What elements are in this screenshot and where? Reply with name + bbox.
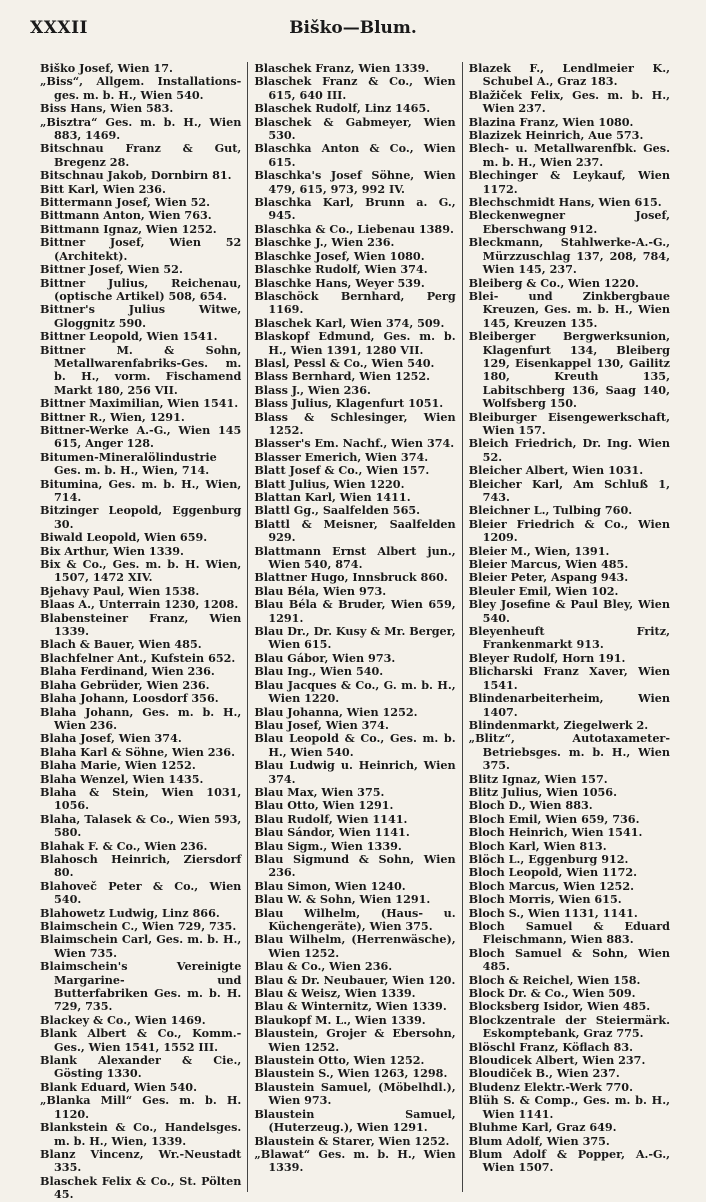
directory-entry: Blaha Ferdinand, Wien 236. [40, 664, 215, 679]
directory-entry: Blank Eduard, Wien 540. [40, 1079, 197, 1094]
directory-entry: Blazek F., Lendlmeier K., Schubel A., Graz 183. [468, 61, 670, 89]
directory-entry: Blaha, Talasek & Co., Wien 593, 580. [40, 811, 242, 840]
directory-entry: Blaschka Karl, Brunn a. G., 945. [254, 195, 456, 223]
directory-entry: Blau Max, Wien 375. [254, 784, 385, 799]
directory-entry: Bloudicek Albert, Wien 237. [468, 1053, 646, 1068]
directory-entry: Blattl & Meisner, Saalfelden 929. [254, 516, 456, 545]
directory-entry: Bittner's Julius Witwe, Gloggnitz 590. [40, 302, 242, 330]
directory-entry: Bittner R., Wien, 1291. [40, 409, 185, 424]
directory-entry: Bluhme Karl, Graz 649. [468, 1120, 617, 1135]
directory-entry: Bittner M. & Sohn, Metallwarenfabriks-Ges. m. b. H., vorm. Fischamend Markt 180, 256 VII. [40, 342, 242, 397]
directory-entry: Blaustein, Grojer & Ebersohn, Wien 1252. [254, 1026, 456, 1054]
directory-entry: Blau Wilhelm, (Haus- u. Küchengeräte), Wien 375. [254, 905, 456, 933]
directory-entry: Bittner Julius, Reichenau, (optische Artikel) 508, 654. [40, 275, 242, 303]
directory-entry: Bloch Morris, Wien 615. [468, 892, 622, 907]
directory-entry: Blaustein Samuel, (Huterzeug.), Wien 1291. [254, 1106, 456, 1135]
directory-entry: Blanz Vincenz, Wr.-Neustadt 335. [40, 1146, 242, 1175]
directory-entry: Bittner Josef, Wien 52 (Architekt). [40, 235, 242, 263]
directory-entry: Blaschke J., Wien 236. [254, 235, 395, 250]
directory-entry: Blech- u. Metallwarenfbk. Ges. m. b. H., Wien 237. [468, 141, 670, 169]
directory-entry: Bix & Co., Ges. m. b. H. Wien, 1507, 1472 XIV. [40, 557, 242, 585]
directory-entry: Blau Leopold & Co., Ges. m. b. H., Wien 540. [254, 731, 456, 759]
directory-entry: Biško Josef, Wien 17. [40, 61, 173, 75]
column-3 [462, 62, 676, 1192]
directory-entry: Blum Adolf & Popper, A.-G., Wien 1507. [468, 1146, 670, 1175]
directory-entry: Blatt Julius, Wien 1220. [254, 476, 405, 491]
directory-entry: Bittmann Anton, Wien 763. [40, 208, 212, 223]
directory-entry: Blass Julius, Klagenfurt 1051. [254, 396, 444, 411]
directory-entry: Blitz Julius, Wien 1056. [468, 784, 617, 799]
directory-entry: Blahosch Heinrich, Ziersdorf 80. [40, 851, 242, 880]
directory-entry: Blass J., Wien 236. [254, 382, 371, 397]
directory-entry: Blaustein Otto, Wien 1252. [254, 1053, 425, 1068]
directory-entry: Blau W. & Sohn, Wien 1291. [254, 892, 431, 907]
directory-entry: Blaha Johann, Loosdorf 356. [40, 691, 219, 706]
directory-entry: Blitz Ignaz, Wien 157. [468, 771, 608, 786]
directory-entry: Bleiburger Eisengewerkschaft, Wien 157. [468, 409, 670, 437]
directory-entry: Bleyenheuft Fritz, Frankenmarkt 913. [468, 624, 670, 652]
directory-entry: Blau Béla, Wien 973. [254, 583, 387, 598]
directory-entry: Bittner Josef, Wien 52. [40, 262, 183, 277]
directory-entry: Blöschl Franz, Köflach 83. [468, 1039, 634, 1054]
directory-entry: Blaschek Rudolf, Linz 1465. [254, 101, 431, 116]
directory-entry: Blaschek Felix & Co., St. Pölten 45. [40, 1173, 242, 1202]
directory-entry: Blau Béla & Bruder, Wien 659, 1291. [254, 597, 456, 625]
directory-entry: Blum Adolf, Wien 375. [468, 1133, 610, 1148]
directory-entry: Blattl Gg., Saalfelden 565. [254, 503, 421, 518]
directory-entry: Blahak F. & Co., Wien 236. [40, 838, 208, 853]
directory-entry: Bitschnau Jakob, Dornbirn 81. [40, 168, 232, 183]
directory-entry: Blaimschein's Vereinigte Margarine- und Butterfabriken Ges. m. b. H. 729, 735. [40, 959, 242, 1014]
directory-entry: Blass & Schlesinger, Wien 1252. [254, 409, 456, 437]
directory-entry: Bittner Leopold, Wien 1541. [40, 329, 218, 344]
directory-entry: Bloch Samuel & Eduard Fleischmann, Wien 883. [468, 919, 670, 947]
directory-entry: Blank Albert & Co., Komm.-Ges., Wien 1541, 1552 III. [40, 1026, 242, 1054]
directory-entry: Blaimschein C., Wien 729, 735. [40, 919, 237, 933]
directory-entry: Blaschke Josef, Wien 1080. [254, 248, 425, 263]
directory-entry: Blau Rudolf, Wien 1141. [254, 811, 408, 826]
directory-entry: Blackey & Co., Wien 1469. [40, 1012, 206, 1027]
directory-entry: Bloudiček B., Wien 237. [468, 1066, 620, 1081]
column-2 [247, 62, 461, 1192]
directory-entry: Bitt Karl, Wien 236. [40, 181, 166, 196]
directory-entry: Blaha Johann, Ges. m. b. H., Wien 236. [40, 704, 242, 732]
directory-entry: Blöch L., Eggenburg 912. [468, 851, 629, 866]
directory-entry: Blass Bernhard, Wien 1252. [254, 369, 431, 384]
directory-entry: Blaha Marie, Wien 1252. [40, 758, 196, 773]
directory-entry: Bludenz Elektr.-Werk 770. [468, 1079, 633, 1094]
directory-entry: Bittner-Werke A.-G., Wien 145 615, Anger 128. [40, 422, 242, 451]
directory-entry: Blau Johanna, Wien 1252. [254, 704, 418, 719]
directory-entry: Bleicher Albert, Wien 1031. [468, 463, 644, 478]
directory-entry: Bittmann Ignaz, Wien 1252. [40, 221, 217, 236]
directory-entry: Blau Sigmund & Sohn, Wien 236. [254, 851, 456, 880]
directory-entry: Blaschka's Josef Söhne, Wien 479, 615, 973, 992 IV. [254, 168, 456, 196]
directory-entry: Blank Alexander & Cie., Gösting 1330. [40, 1053, 242, 1081]
directory-entry: Blaschek & Gabmeyer, Wien 530. [254, 114, 456, 143]
directory-entry: Blau Josef, Wien 374. [254, 717, 389, 732]
directory-entry: Bleckmann, Stahlwerke-A.-G., Mürzzuschlag 137, 208, 784, Wien 145, 237. [468, 235, 670, 277]
page-number: XXXII [30, 18, 88, 38]
directory-entry: Blach & Bauer, Wien 485. [40, 637, 202, 652]
directory-entry: Blaschke Rudolf, Wien 374. [254, 262, 428, 277]
directory-entry: Blažiček Felix, Ges. m. b. H., Wien 237. [468, 87, 670, 116]
directory-entry: Blaas A., Unterrain 1230, 1208. [40, 597, 239, 612]
directory-entry: Blasser's Em. Nachf., Wien 374. [254, 436, 455, 451]
directory-entry: Blaschek Franz, Wien 1339. [254, 61, 430, 75]
directory-entry: Blaschek Karl, Wien 374, 509. [254, 315, 445, 330]
directory-entry: Bloch Samuel & Sohn, Wien 485. [468, 945, 670, 974]
directory-entry: Bitschnau Franz & Gut, Bregenz 28. [40, 141, 242, 169]
directory-entry: Blau Sigm., Wien 1339. [254, 838, 402, 853]
running-title: Biško—Blum. [289, 18, 417, 38]
directory-entry: „Biss“, Allgem. Installations-ges. m. b. H., Wien 540. [40, 74, 242, 102]
directory-entry: Blechinger & Leykauf, Wien 1172. [468, 168, 670, 196]
directory-entry: Blatt Josef & Co., Wien 157. [254, 463, 430, 478]
directory-entry: Bitzinger Leopold, Eggenburg 30. [40, 503, 242, 531]
directory-entry: Blaha Wenzel, Wien 1435. [40, 771, 204, 786]
directory-entry: Bleier Friedrich & Co., Wien 1209. [468, 516, 670, 545]
directory-entry: Blei- und Zinkbergbaue Kreuzen, Ges. m. b. H., Wien 145, Kreuzen 135. [468, 288, 670, 330]
directory-entry: Blaschöck Bernhard, Perg 1169. [254, 288, 456, 317]
directory-entry: Bloch Karl, Wien 813. [468, 838, 607, 853]
directory-entry: Bleiberg & Co., Wien 1220. [468, 275, 639, 290]
directory-entry: Blau Ludwig u. Heinrich, Wien 374. [254, 758, 456, 786]
directory-entry: Bleier M., Wien, 1391. [468, 543, 610, 558]
directory-entry: Blattner Hugo, Innsbruck 860. [254, 570, 448, 585]
directory-entry: Bleich Friedrich, Dr. Ing. Wien 52. [468, 436, 670, 464]
directory-entry: Blazina Franz, Wien 1080. [468, 114, 634, 129]
directory-entry: Bleckenwegner Josef, Eberschwang 912. [468, 208, 670, 236]
directory-entry: Bleyer Rudolf, Horn 191. [468, 650, 626, 665]
directory-entry: Bittner Maximilian, Wien 1541. [40, 396, 239, 411]
directory-entry: Blaha & Stein, Wien 1031, 1056. [40, 784, 242, 813]
directory-entry: Bleier Peter, Aspang 943. [468, 570, 629, 585]
directory-entry: Blankstein & Co., Handelsges. m. b. H., Wien, 1339. [40, 1120, 242, 1148]
directory-entry: Blau Ing., Wien 540. [254, 664, 384, 679]
directory-entry: Bleiberger Bergwerksunion, Klagenfurt 134, Bleiberg 129, Eisenkappel 130, Gailitz 180, Kreuth 135, Labitschberg 136, Saag 140, Wolfsberg 150. [468, 329, 670, 411]
directory-entry: Bleier Marcus, Wien 485. [468, 557, 629, 572]
directory-entry: Blaustein & Starer, Wien 1252. [254, 1133, 450, 1148]
directory-entry: Blaustein Samuel, (Möbelhdl.), Wien 973. [254, 1079, 456, 1108]
directory-entry: Blau & Weisz, Wien 1339. [254, 986, 416, 1001]
directory-entry: Blasser Emerich, Wien 374. [254, 449, 429, 464]
directory-columns [34, 61, 676, 1202]
directory-entry: Blaskopf Edmund, Ges. m. b. H., Wien 1391, 1280 VII. [254, 329, 456, 357]
directory-entry: Blasl, Pessl & Co., Wien 540. [254, 355, 435, 370]
directory-entry: Blau & Winternitz, Wien 1339. [254, 999, 447, 1014]
page-header [30, 18, 676, 52]
directory-entry: Bloch Marcus, Wien 1252. [468, 878, 635, 893]
directory-entry: Blaimschein Carl, Ges. m. b. H., Wien 735. [40, 932, 242, 960]
directory-entry: Blocksberg Isidor, Wien 485. [468, 999, 651, 1014]
directory-entry: „Bisztra“ Ges. m. b. H., Wien 883, 1469. [40, 114, 242, 143]
directory-entry: Blau Otto, Wien 1291. [254, 798, 394, 813]
directory-entry: Blau Jacques & Co., G. m. b. H., Wien 1220. [254, 677, 456, 706]
directory-entry: Bloch S., Wien 1131, 1141. [468, 905, 638, 920]
directory-entry: Bitumina, Ges. m. b. H., Wien, 714. [40, 476, 242, 504]
directory-entry: Blindenarbeiterheim, Wien 1407. [468, 691, 670, 719]
directory-entry: „Blawat“ Ges. m. b. H., Wien 1339. [254, 1146, 456, 1175]
directory-entry: Blau Wilhelm, (Herrenwäsche), Wien 1252. [254, 932, 456, 960]
directory-entry: Bloch Heinrich, Wien 1541. [468, 825, 643, 840]
directory-entry: Blau Sándor, Wien 1141. [254, 825, 410, 840]
directory-entry: Blau Dr., Dr. Kusy & Mr. Berger, Wien 615. [254, 624, 456, 652]
directory-entry: Blau & Dr. Neubauer, Wien 120. [254, 972, 456, 987]
directory-entry: Blockzentrale der Steiermärk. Eskomptebank, Graz 775. [468, 1012, 670, 1041]
directory-entry: Biwald Leopold, Wien 659. [40, 530, 208, 545]
directory-entry: Bjehavy Paul, Wien 1538. [40, 583, 200, 598]
directory-entry: Bloch D., Wien 883. [468, 798, 593, 813]
column-1 [34, 61, 247, 1202]
directory-entry: Blicharski Franz Xaver, Wien 1541. [468, 664, 670, 692]
directory-entry: Blabensteiner Franz, Wien 1339. [40, 610, 242, 639]
directory-entry: Blindenmarkt, Ziegelwerk 2. [468, 717, 649, 732]
directory-entry: Blahowetz Ludwig, Linz 866. [40, 905, 220, 920]
directory-entry: Blüh S. & Comp., Ges. m. b. H., Wien 1141. [468, 1093, 670, 1121]
directory-entry: Blechschmidt Hans, Wien 615. [468, 195, 662, 210]
directory-entry: Bix Arthur, Wien 1339. [40, 543, 184, 558]
directory-entry: Bleicher Karl, Am Schluß 1, 743. [468, 476, 670, 504]
directory-entry: Blau & Co., Wien 236. [254, 959, 393, 974]
directory-entry: Block Dr. & Co., Wien 509. [468, 986, 636, 1001]
directory-entry: Blattan Karl, Wien 1411. [254, 490, 411, 504]
directory-entry: Blaschka Anton & Co., Wien 615. [254, 141, 456, 169]
directory-entry: Blau Gábor, Wien 973. [254, 650, 396, 665]
directory-entry: Blaukopf M. L., Wien 1339. [254, 1012, 426, 1027]
directory-entry: Blaha Karl & Söhne, Wien 236. [40, 744, 235, 759]
directory-entry: Bloch Leopold, Wien 1172. [468, 865, 638, 880]
directory-entry: Blaustein S., Wien 1263, 1298. [254, 1066, 448, 1081]
directory-entry: Bleichner L., Tulbing 760. [468, 503, 633, 518]
directory-entry: Blaschke Hans, Weyer 539. [254, 275, 425, 290]
directory-entry: Bloch & Reichel, Wien 158. [468, 972, 641, 987]
directory-entry: Biss Hans, Wien 583. [40, 101, 174, 116]
directory-entry: Blazizek Heinrich, Aue 573. [468, 128, 644, 143]
directory-entry: Bloch Emil, Wien 659, 736. [468, 811, 640, 826]
directory-entry: Blahoveč Peter & Co., Wien 540. [40, 878, 242, 907]
directory-entry: Blaha Gebrüder, Wien 236. [40, 677, 210, 692]
directory-entry: Bitumen-Mineralölindustrie Ges. m. b. H., Wien, 714. [40, 449, 217, 478]
directory-entry: Blaschek Franz & Co., Wien 615, 640 III. [254, 74, 456, 102]
directory-entry: Blaschka & Co., Liebenau 1389. [254, 221, 454, 236]
directory-entry: Blachfelner Ant., Kufstein 652. [40, 650, 236, 665]
directory-entry: Blattmann Ernst Albert jun., Wien 540, 874. [254, 543, 456, 572]
directory-entry: Blaha Josef, Wien 374. [40, 731, 182, 746]
directory-entry: Bley Josefine & Paul Bley, Wien 540. [468, 597, 670, 625]
directory-entry: Bleuler Emil, Wien 102. [468, 583, 619, 598]
directory-entry: Blau Simon, Wien 1240. [254, 878, 406, 893]
directory-entry: Bittermann Josef, Wien 52. [40, 195, 211, 210]
directory-entry: „Blanka Mill“ Ges. m. b. H. 1120. [40, 1093, 242, 1121]
directory-entry: „Blitz“, Autotaxameter-Betriebsges. m. b. H., Wien 375. [468, 731, 670, 773]
